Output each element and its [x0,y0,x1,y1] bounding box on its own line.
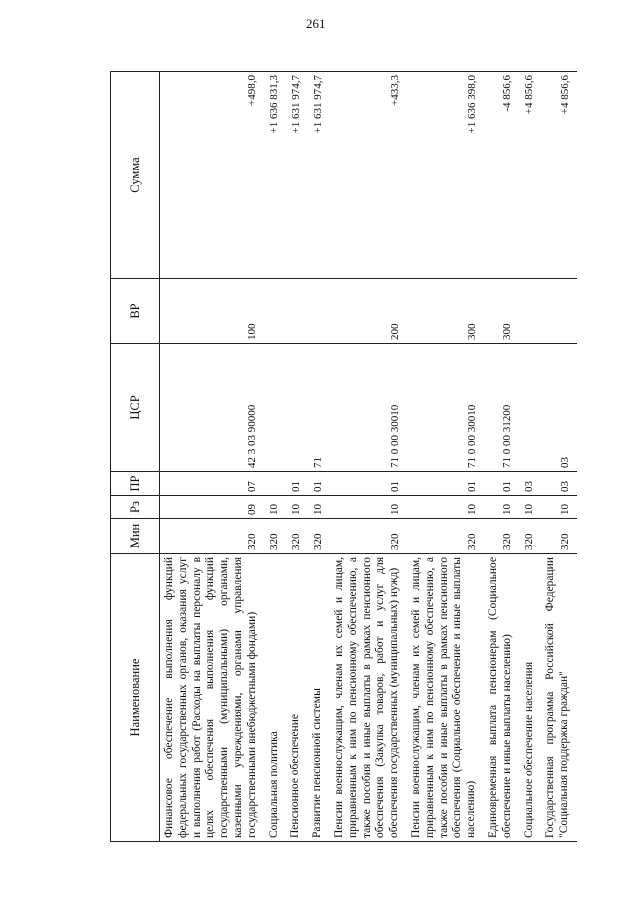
cell-sum: +1 631 974,7 [286,72,308,279]
header-sum: Сумма [111,72,160,279]
cell-pr: 03 [520,472,542,496]
cell-name: Развитие пенсионной системы [308,554,330,842]
cell-min: 320 [160,519,265,554]
cell-sum: +433,3 [330,72,407,279]
cell-min: 320 [330,519,407,554]
cell-rz: 10 [265,496,287,519]
cell-vr [308,279,330,344]
cell-rz: 09 [160,496,265,519]
table-row [330,72,407,842]
cell-vr [520,279,542,344]
cell-pr: 01 [407,472,484,496]
table-row [286,72,308,842]
cell-csr: 71 0 00 30010 [330,344,407,472]
cell-pr: 01 [330,472,407,496]
table-row [484,72,520,842]
cell-rz: 10 [286,496,308,519]
table-header-row [111,72,160,842]
header-name: Наименование [111,554,160,842]
cell-sum: +1 631 974,7 [308,72,330,279]
cell-name: Социальное обеспечение населения [520,554,542,842]
cell-pr: 01 [484,472,520,496]
cell-rz: 10 [520,496,542,519]
cell-csr [265,344,287,472]
cell-vr: 100 [160,279,265,344]
cell-pr: 01 [308,472,330,496]
page-number: 261 [306,16,326,31]
cell-min: 320 [541,519,577,554]
cell-name: Государственная программа Российской Федерации "Социальная поддержка граждан" [541,554,577,842]
cell-name: Пенсии военнослужащим, членам их семей и лицам, приравненным к ним по пенсионному обеспечению, а также пособия и иные выплаты в рамках пенсионного обеспечения (Социальное обеспечение и иные выплаты населению) [407,554,484,842]
cell-name: Пенсии военнослужащим, членам их семей и лицам, приравненным к ним по пенсионному обеспечению, а также пособия и иные выплаты в рамках пенсионного обеспечения (Закупка товаров, работ и услуг для обеспечения государственных (муниципальных) нужд) [330,554,407,842]
table-row [407,72,484,842]
cell-csr: 71 0 00 30010 [407,344,484,472]
cell-pr: 03 [541,472,577,496]
cell-csr: 03 [541,344,577,472]
cell-name: Пенсионное обеспечение [286,554,308,842]
cell-rz: 10 [541,496,577,519]
cell-csr [520,344,542,472]
cell-pr: 01 [286,472,308,496]
cell-pr [265,472,287,496]
cell-rz: 10 [330,496,407,519]
budget-table [110,71,577,842]
cell-vr [541,279,577,344]
cell-csr: 71 [308,344,330,472]
cell-sum: +498,0 [160,72,265,279]
cell-sum: +4 856,6 [520,72,542,279]
cell-min: 320 [286,519,308,554]
cell-min: 320 [484,519,520,554]
cell-min: 320 [265,519,287,554]
cell-pr: 07 [160,472,265,496]
cell-sum: +1 636 831,3 [265,72,287,279]
header-rz: Рз [111,496,160,519]
cell-csr: 71 0 00 31200 [484,344,520,472]
cell-min: 320 [308,519,330,554]
cell-rz: 10 [484,496,520,519]
cell-sum: -4 856,6 [484,72,520,279]
table-row [160,72,265,842]
cell-rz: 10 [407,496,484,519]
header-vr: ВР [111,279,160,344]
table-row [308,72,330,842]
rotated-table-wrapper [110,72,571,842]
cell-min: 320 [407,519,484,554]
cell-csr [286,344,308,472]
cell-min: 320 [520,519,542,554]
cell-name: Финансовое обеспечение выполнения функций федеральных государственных органов, оказания услуг и выполнения работ (Расходы на выплаты персоналу в целях обеспечения выполнения функций государственными (муниципальными) органами, казенными учреждениями, органами управления государственными внебюджетными фондами) [160,554,265,842]
cell-rz: 10 [308,496,330,519]
header-csr: ЦСР [111,344,160,472]
header-min: Мин [111,519,160,554]
cell-sum: +1 636 398,0 [407,72,484,279]
cell-vr [265,279,287,344]
header-pr: ПР [111,472,160,496]
cell-name: Социальная политика [265,554,287,842]
table-row [541,72,577,842]
cell-vr: 300 [407,279,484,344]
table-row [520,72,542,842]
cell-sum: +4 856,6 [541,72,577,279]
table-row [265,72,287,842]
cell-csr: 42 3 03 90000 [160,344,265,472]
cell-vr: 200 [330,279,407,344]
cell-vr [286,279,308,344]
cell-vr: 300 [484,279,520,344]
cell-name: Единовременная выплата пенсионерам (Социальное обеспечение и иные выплаты населению) [484,554,520,842]
